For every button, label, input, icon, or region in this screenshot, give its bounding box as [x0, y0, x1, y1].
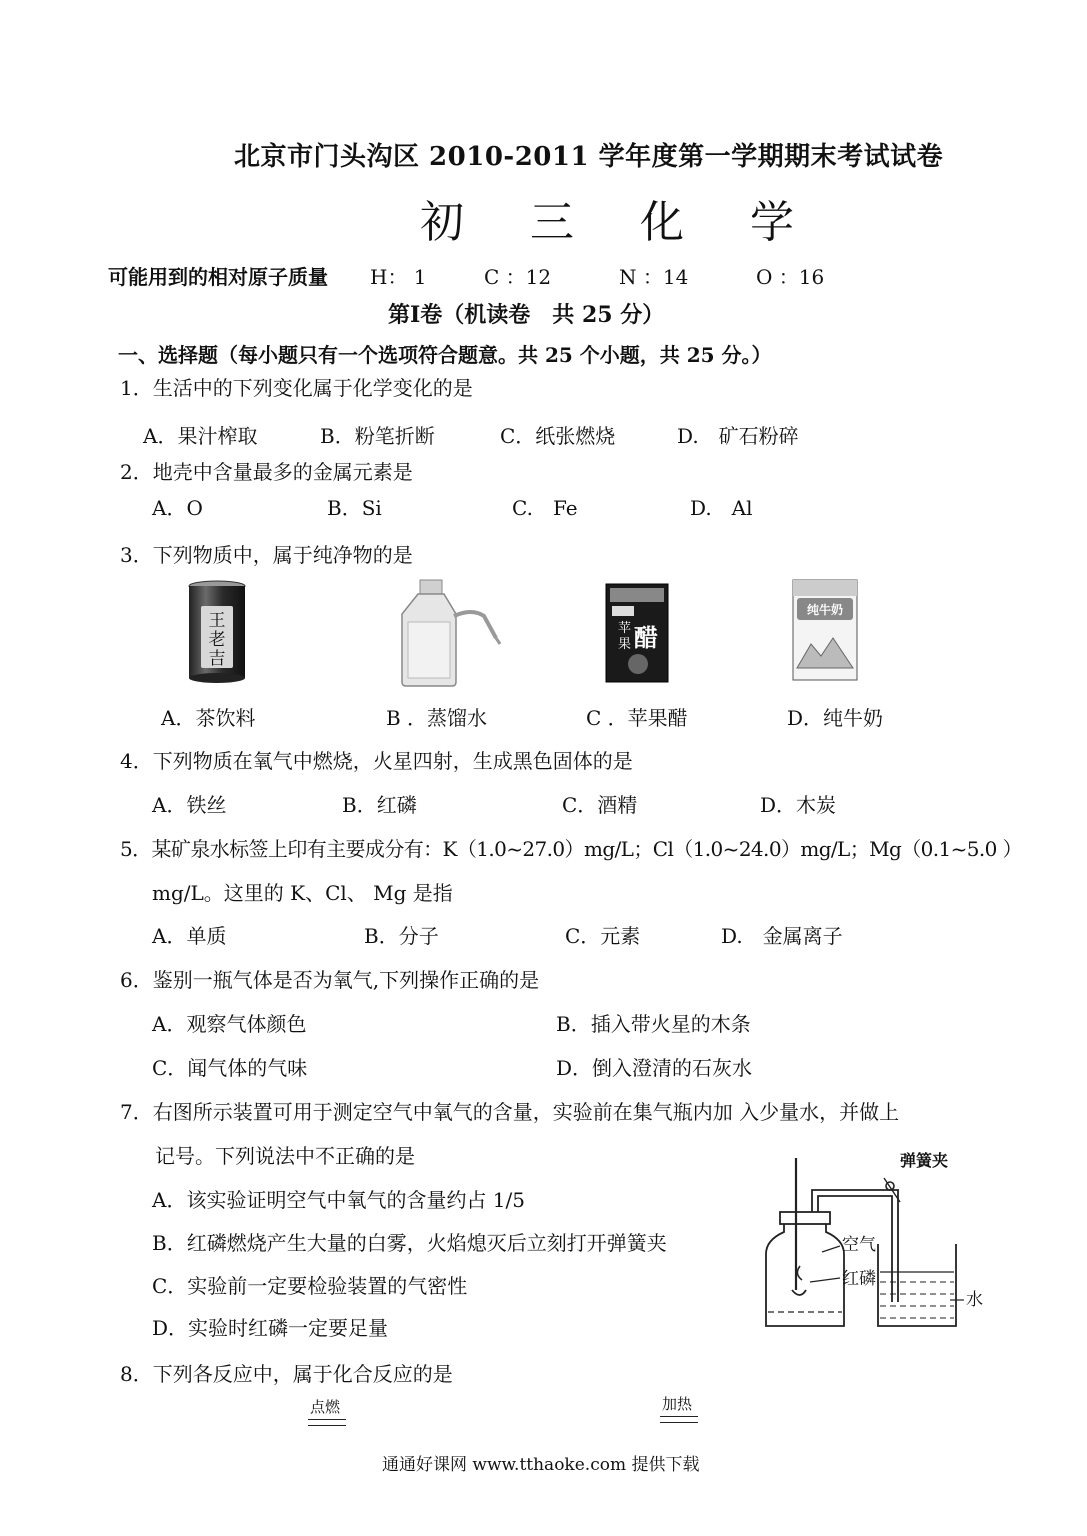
pure-milk-carton-image — [789, 578, 861, 684]
q3-option-a: A．茶饮料 — [161, 706, 256, 730]
oxygen-experiment-diagram — [760, 1150, 992, 1340]
q1-stem: 1．生活中的下列变化属于化学变化的是 — [120, 376, 473, 400]
distilled-water-bottle-image — [392, 578, 508, 690]
q6-option-d: D．倒入澄清的石灰水 — [556, 1056, 753, 1080]
q2-option-a: A．O — [152, 496, 203, 520]
q2-stem: 2．地壳中含量最多的金属元素是 — [120, 460, 413, 484]
q4-option-b: B．红磷 — [342, 793, 417, 817]
q8-stem: 8．下列各反应中，属于化合反应的是 — [120, 1362, 453, 1386]
atomic-mass-h: H： 1 — [370, 265, 427, 289]
reaction-condition-heat: 加热 — [662, 1395, 693, 1413]
q3-option-d: D．纯牛奶 — [787, 706, 884, 730]
q7-option-a: A．该实验证明空气中氧气的含量约占 1/5 — [152, 1188, 525, 1212]
q2-option-c: C. Fe — [512, 496, 578, 520]
atomic-mass-o: O ：16 — [756, 265, 825, 289]
q1-option-b: B．粉笔折断 — [320, 424, 435, 448]
apple-vinegar-carton-image — [602, 580, 672, 686]
q5-option-c: C．元素 — [565, 924, 641, 948]
can-char-2: 老 — [208, 630, 226, 650]
subject-title: 初 三 化 学 — [420, 197, 820, 248]
q1-option-c: C．纸张燃烧 — [500, 424, 616, 448]
q1-option-a: A．果汁榨取 — [143, 424, 258, 448]
atomic-mass-c: C ：12 — [484, 265, 552, 289]
diagram-label-air: 空气 — [842, 1235, 876, 1255]
q2-option-b: B．Si — [327, 496, 382, 520]
q5-option-a: A．单质 — [152, 924, 227, 948]
q4-stem: 4．下列物质在氧气中燃烧，火星四射，生成黑色固体的是 — [120, 749, 633, 773]
q5-option-d: D. 金属离子 — [721, 924, 843, 948]
q6-option-a: A．观察气体颜色 — [152, 1012, 307, 1036]
q7-stem-line2: 记号。下列说法中不正确的是 — [155, 1144, 415, 1168]
q7-option-d: D．实验时红磷一定要足量 — [152, 1316, 389, 1340]
section-heading: 一、选择题（每小题只有一个选项符合题意。共 25 个小题，共 25 分。） — [118, 343, 772, 367]
reaction-condition-ignite: 点燃 — [310, 1398, 341, 1416]
q3-option-c: C ．苹果醋 — [586, 706, 688, 730]
q4-option-a: A．铁丝 — [152, 793, 227, 817]
carton-char-3: 醋 — [634, 624, 658, 652]
can-char-1: 王 — [208, 611, 226, 631]
atomic-mass-n: N ：14 — [619, 265, 689, 289]
q3-stem: 3．下列物质中，属于纯净物的是 — [120, 543, 413, 567]
reaction-arrow-ignite — [308, 1419, 346, 1426]
can-char-3: 吉 — [208, 649, 226, 669]
q5-option-b: B．分子 — [364, 924, 439, 948]
q6-option-b: B．插入带火星的木条 — [556, 1012, 751, 1036]
q2-option-d: D. Al — [690, 496, 753, 520]
q1-option-d: D. 矿石粉碎 — [677, 424, 799, 448]
q7-stem-line1: 7．右图所示装置可用于测定空气中氧气的含量，实验前在集气瓶内加 入少量水，并做上 — [120, 1100, 900, 1124]
q6-option-c: C．闻气体的气味 — [152, 1056, 308, 1080]
q7-option-c: C．实验前一定要检验装置的气密性 — [152, 1274, 468, 1298]
diagram-label-phosphorus: 红磷 — [842, 1269, 876, 1289]
atomic-mass-label: 可能用到的相对原子质量 — [108, 265, 328, 289]
q5-stem-line1: 5．某矿泉水标签上印有主要成分有：K（1.0~27.0）mg/L；Cl（1.0~24.0）mg/L；Mg（0.1~5.0 ） — [120, 837, 1022, 861]
q4-option-c: C．酒精 — [562, 793, 638, 817]
q4-option-d: D．木炭 — [760, 793, 837, 817]
exam-title: 北京市门头沟区 2010-2011 学年度第一学期期末考试试卷 — [234, 142, 944, 172]
q7-option-b: B．红磷燃烧产生大量的白雾，火焰熄灭后立刻打开弹簧夹 — [152, 1231, 667, 1255]
q5-stem-line2: mg/L。这里的 K、Cl、 Mg 是指 — [152, 881, 453, 905]
diagram-label-water: 水 — [966, 1290, 983, 1310]
carton-char-2: 果 — [618, 637, 632, 652]
diagram-label-clip: 弹簧夹 — [900, 1151, 949, 1170]
carton-char-1: 苹 — [618, 621, 632, 636]
page-footer: 通通好课网 www.tthaoke.com 提供下载 — [382, 1455, 700, 1475]
milk-carton-text: 纯牛奶 — [806, 603, 844, 617]
q6-stem: 6．鉴别一瓶气体是否为氧气,下列操作正确的是 — [120, 968, 540, 992]
tea-can-image — [186, 580, 248, 684]
reaction-arrow-heat — [660, 1416, 698, 1423]
volume-heading: 第Ⅰ卷（机读卷 共 25 分） — [388, 302, 665, 328]
q3-option-b: B ．蒸馏水 — [386, 706, 488, 730]
